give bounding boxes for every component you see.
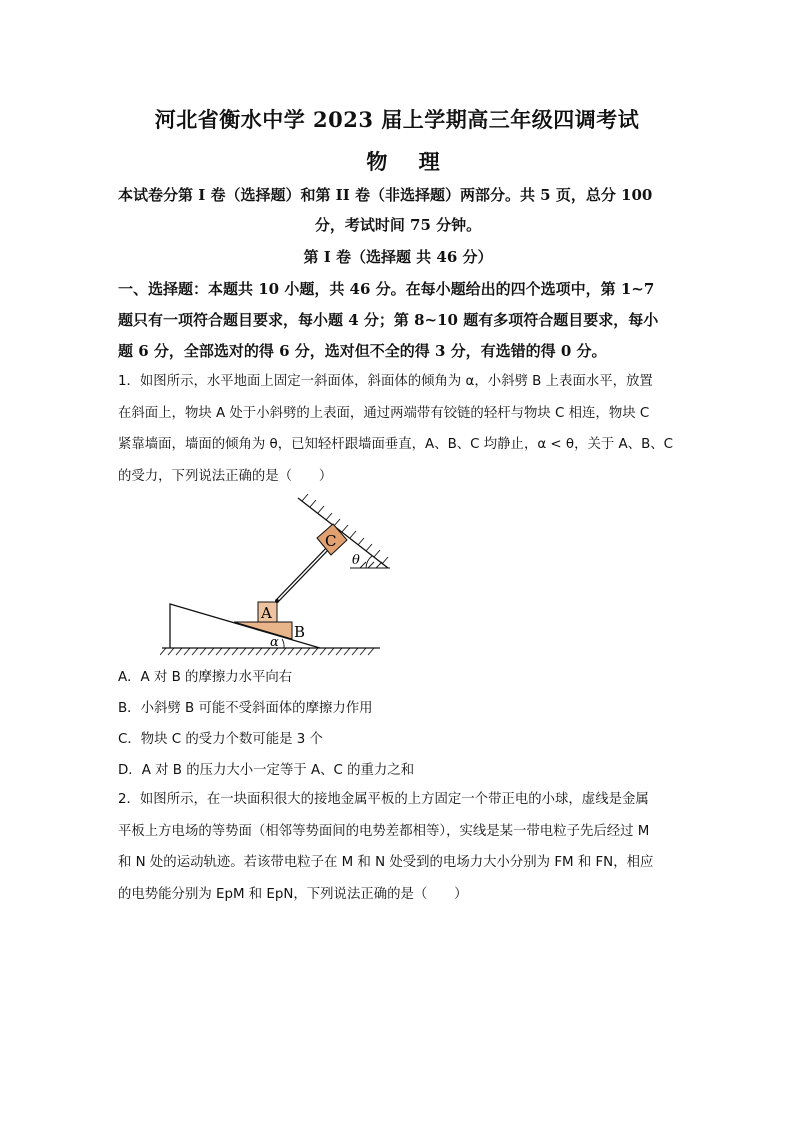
wall-ref-hatch [360,562,382,568]
wedge-b [234,622,292,639]
q2-line-2: 平板上方电场的等势面（相邻等势面间的电势差都相等），实线是某一带电粒子先后经过 M [118,823,650,839]
ground-hatch [160,648,374,655]
q1-option-c: C．物块 C 的受力个数可能是 3 个 [118,732,323,747]
q1-line-2: 在斜面上，物块 A 处于小斜劈的上表面，通过两端带有铰链的轻杆与物块 C 相连，物块 C [118,405,650,421]
theta-arc [366,556,372,568]
hinge-a [275,599,279,603]
instructions-line-1: 一、选择题：本题共 10 小题，共 46 分。在每小题给出的四个选项中，第 1~7 [118,280,655,298]
q2-line-3: 和 N 处的运动轨迹。若该带电粒子在 M 和 N 处受到的电场力大小分别为 FM 和 FN，相应 [118,855,654,870]
section-title: 第 I 卷（选择题 共 46 分） [303,248,493,266]
label-theta: θ [352,553,360,568]
q2-line-1: 2．如图所示，在一块面积很大的接地金属平板的上方固定一个带正电的小球，虚线是金属 [118,792,649,807]
q1-option-d: D．A 对 B 的压力大小一定等于 A、C 的重力之和 [118,763,415,778]
q1-stem [118,366,678,492]
q2-stem [118,784,678,910]
intro-line-1: 本试卷分第 I 卷（选择题）和第 II 卷（非选择题）两部分。共 5 页，总分 100 [118,186,653,204]
alpha-arc [282,639,284,648]
q1-option-a: A．A 对 B 的摩擦力水平向右 [118,670,293,685]
label-b: B [294,623,306,641]
q1-line-1: 1．如图所示，水平地面上固定一斜面体，斜面体的倾角为 α，小斜劈 B 上表面水平，放置 [118,374,653,389]
instructions-line-3: 题 6 分，全部选对的得 6 分，选对但不全的得 3 分，有选错的得 0 分。 [118,342,607,360]
label-c: C [325,532,337,550]
subject-title: 物 理 [366,149,452,174]
q1-line-4: 的受力，下列说法正确的是（ ） [118,468,333,484]
q1-figure [160,490,400,660]
q2-line-4: 的电势能分别为 EpM 和 EpN，下列说法正确的是（ ） [118,886,468,902]
label-alpha: α [270,635,279,650]
intro-line-2: 分，考试时间 75 分钟。 [314,216,482,234]
wall-hatch [302,494,388,564]
q1-line-3: 紧靠墙面，墙面的倾角为 θ，已知轻杆跟墙面垂直，A、B、C 均静止，α < θ，关于 A、B、C [118,437,673,452]
q1-option-b: B．小斜劈 B 可能不受斜面体的摩擦力作用 [118,701,373,716]
label-a: A [261,604,272,622]
wall [298,498,388,568]
instructions-line-2: 题只有一项符合题目要求，每小题 4 分；第 8~10 题有多项符合题目要求，每小 [118,311,659,329]
exam-title: 河北省衡水中学 2023 届上学期高三年级四调考试 [154,107,640,132]
rod-inner [277,545,331,601]
